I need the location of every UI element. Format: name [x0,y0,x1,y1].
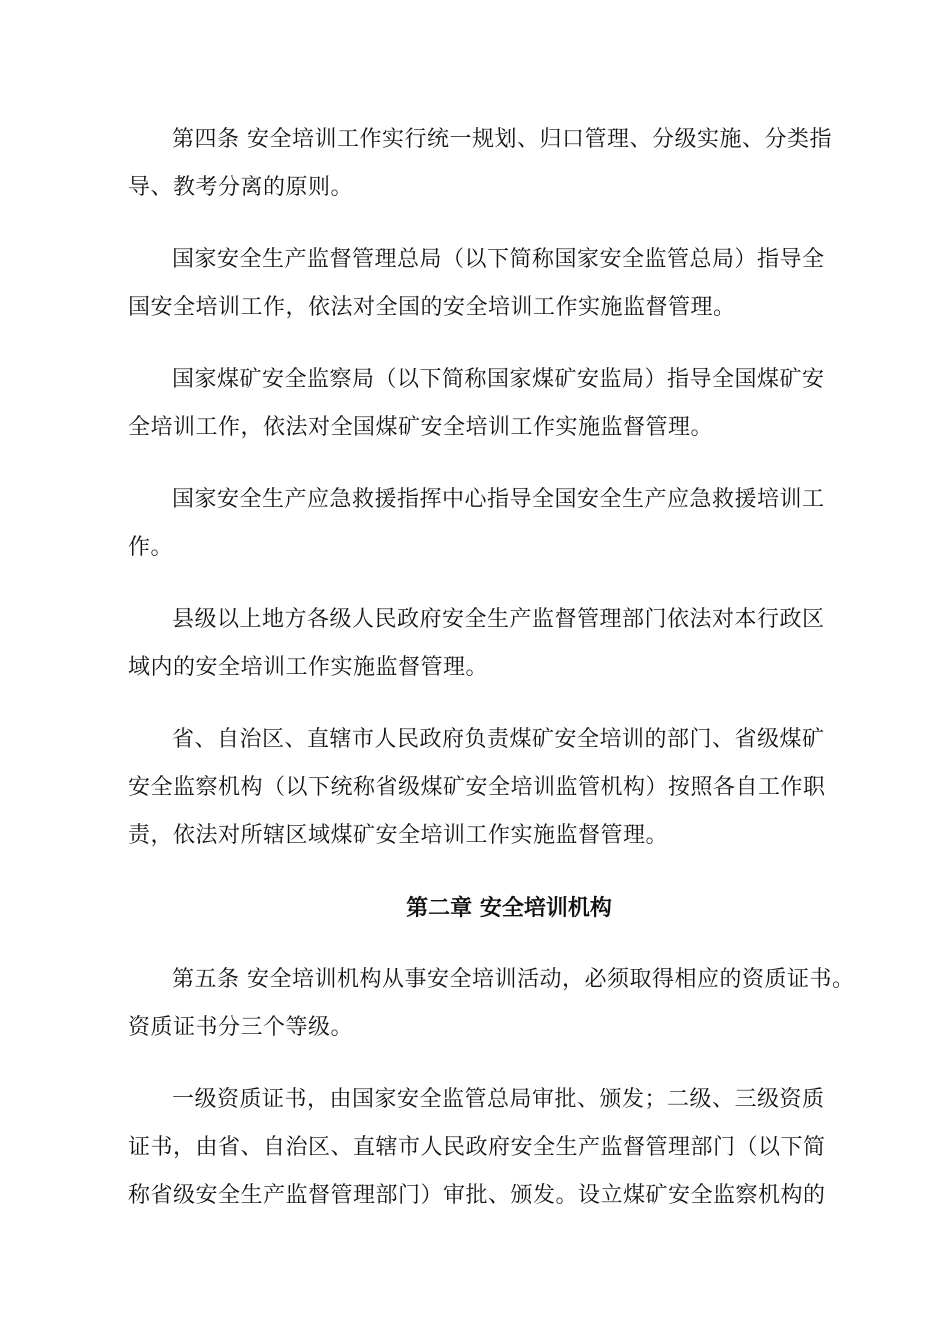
paragraph-1-line-1: 第四条 安全培训工作实行统一规划、归口管理、分级实施、分类指 [172,127,832,152]
paragraph-7-line-1: 第五条 安全培训机构从事安全培训活动，必须取得相应的资质证书。 [172,967,855,992]
paragraph-5-line-1: 县级以上地方各级人民政府安全生产监督管理部门依法对本行政区 [172,607,825,632]
paragraph-2-line-2: 国安全培训工作，依法对全国的安全培训工作实施监督管理。 [128,295,736,320]
paragraph-6-line-1: 省、自治区、直辖市人民政府负责煤矿安全培训的部门、省级煤矿 [172,727,825,752]
paragraph-4-line-2: 作。 [128,535,174,560]
paragraph-3-line-1: 国家煤矿安全监察局（以下简称国家煤矿安监局）指导全国煤矿安 [172,367,825,392]
paragraph-7-line-2: 资质证书分三个等级。 [128,1015,354,1040]
chapter-heading-text: 第二章 安全培训机构 [406,895,612,921]
paragraph-8-line-2: 证书，由省、自治区、直辖市人民政府安全生产监督管理部门（以下简 [128,1135,826,1160]
chapter-heading [0,893,950,923]
paragraph-8-line-3: 称省级安全生产监督管理部门）审批、颁发。设立煤矿安全监察机构的 [128,1183,826,1208]
paragraph-4-line-1: 国家安全生产应急救援指挥中心指导全国安全生产应急救援培训工 [172,487,825,512]
paragraph-5-line-2: 域内的安全培训工作实施监督管理。 [128,655,489,680]
paragraph-8-line-1: 一级资质证书，由国家安全监管总局审批、颁发；二级、三级资质 [172,1087,825,1112]
paragraph-2-line-1: 国家安全生产监督管理总局（以下简称国家安全监管总局）指导全 [172,247,825,272]
paragraph-6-line-3: 责，依法对所辖区域煤矿安全培训工作实施监督管理。 [128,823,669,848]
paragraph-6-line-2: 安全监察机构（以下统称省级煤矿安全培训监管机构）按照各自工作职 [128,775,826,800]
paragraph-1-line-2: 导、教考分离的原则。 [128,175,354,200]
paragraph-3-line-2: 全培训工作，依法对全国煤矿安全培训工作实施监督管理。 [128,415,714,440]
